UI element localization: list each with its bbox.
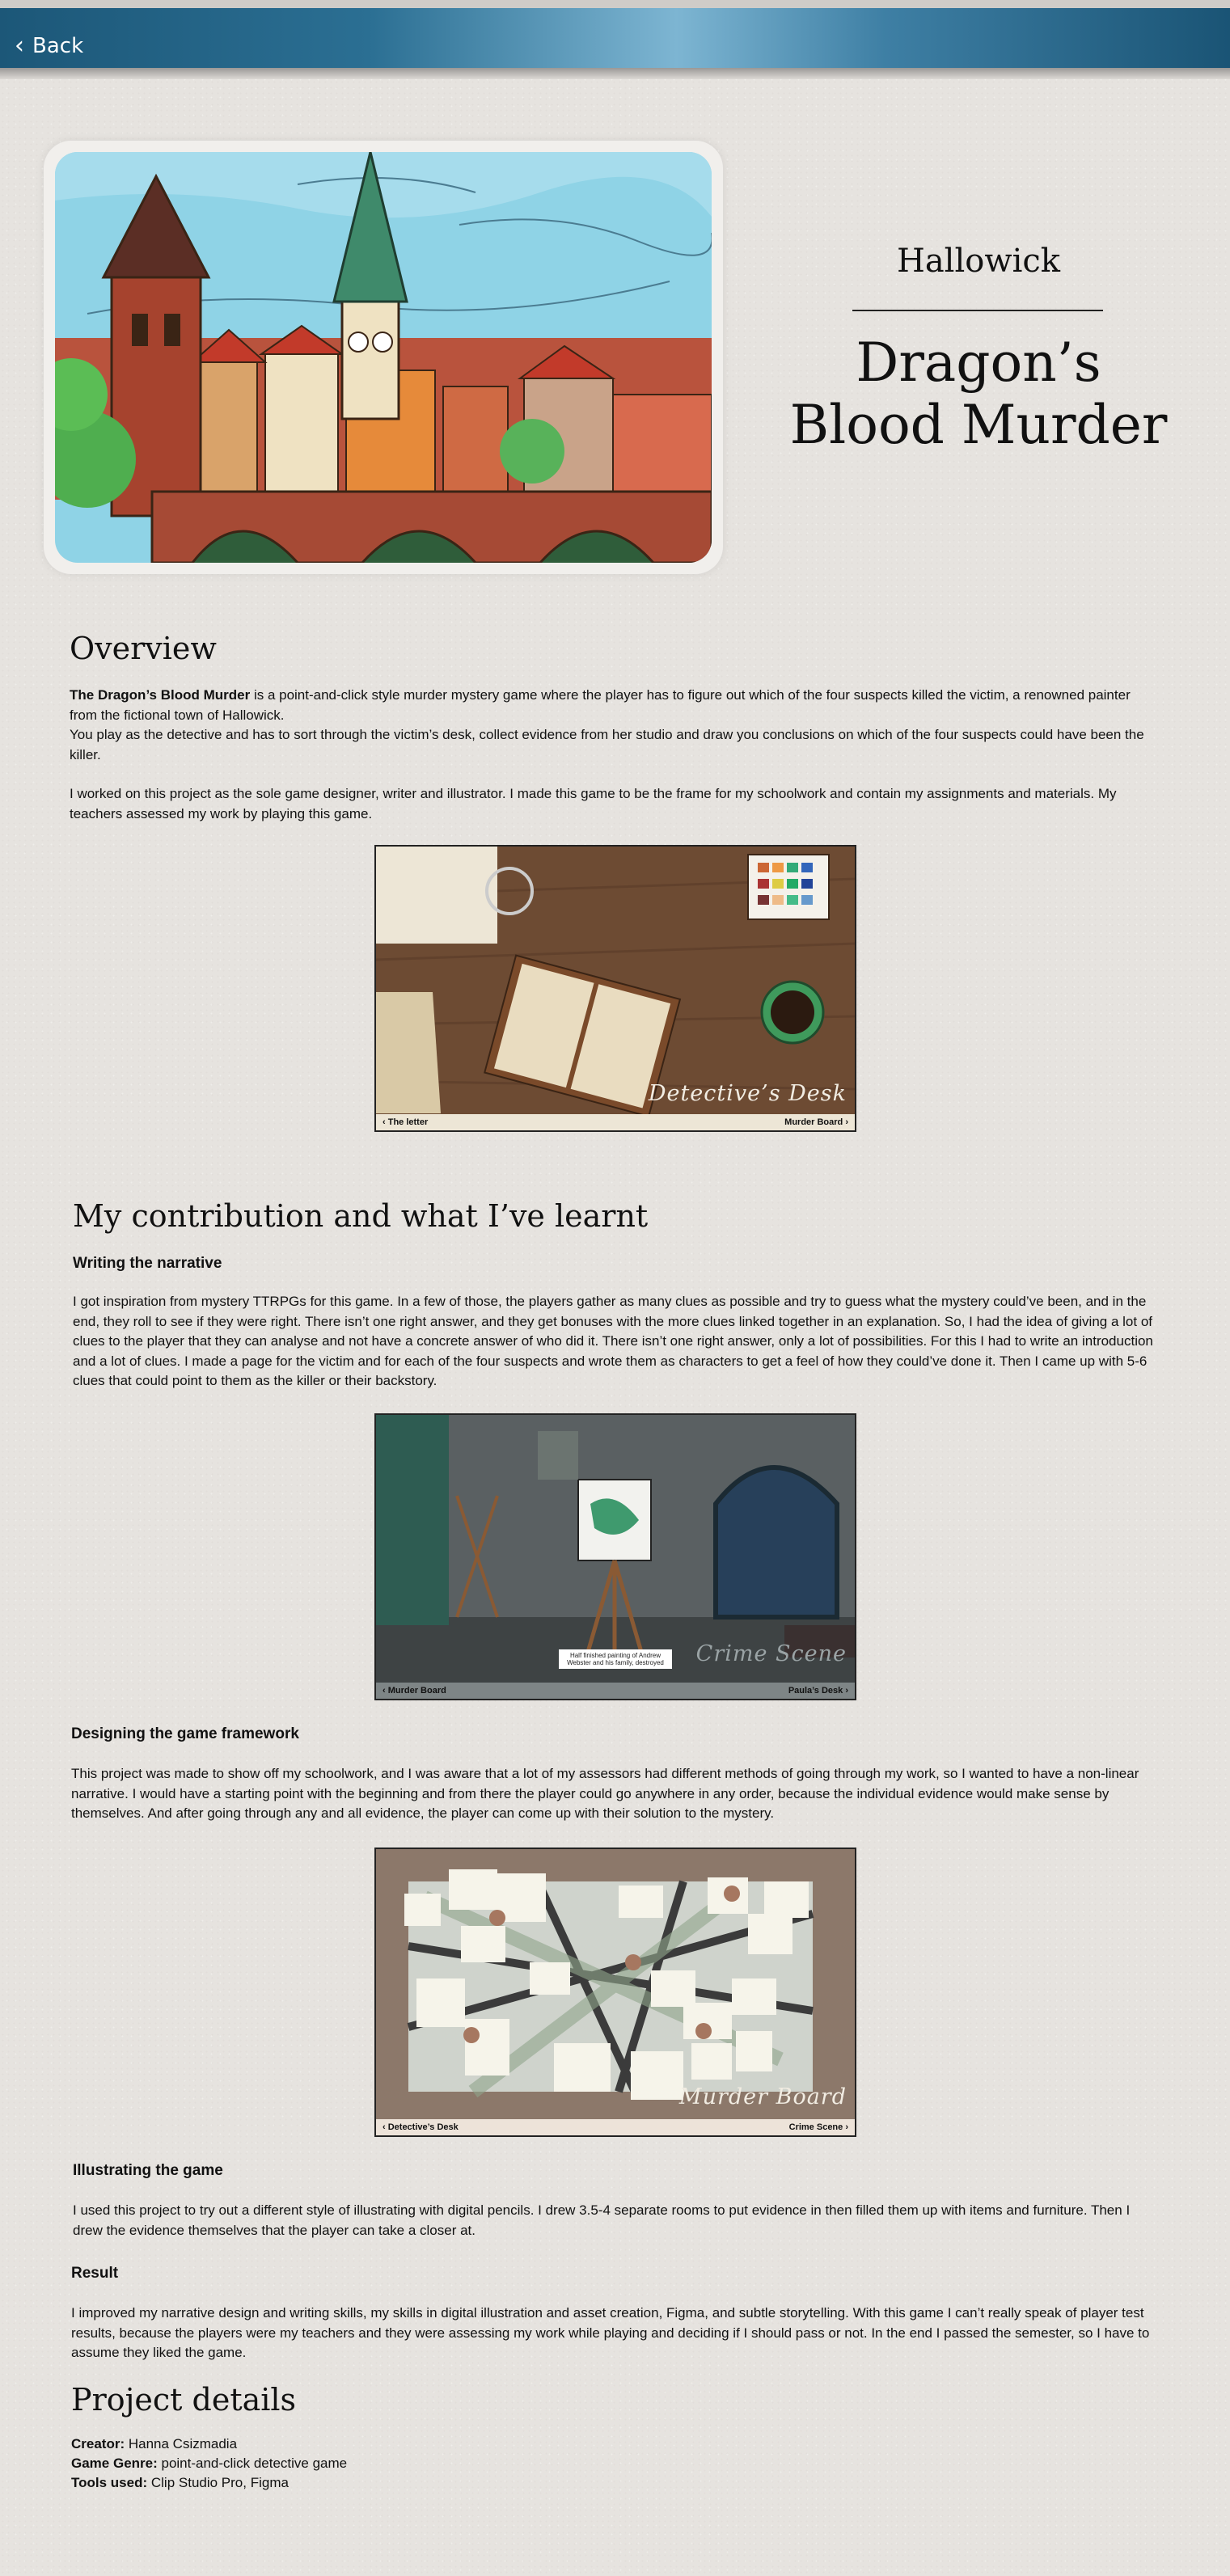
framework-text: This project was made to show off my schoolwork, and I was aware that a lot of my assessors had different methods of going through my work, so I wanted to have a non-linear narrative. I would have a starting point with the beginning and from there the player could go anywhere in any order, because the individual evidence would make sense by themselves. And after going through any and all evidence, the player can come up with their solution to the mystery. — [71, 1766, 1139, 1821]
nav-next-murder-board[interactable]: Murder Board › — [784, 1117, 848, 1127]
result-text: I improved my narrative design and writing skills, my skills in digital illustration and asset creation, Figma, and subtle storytelling. With this game I can’t really speak of player test results, because the players were my teachers and they were assessing my work while playing and deciding if I should pass or not. In the end I passed the semester, so I have to assume they liked the game. — [71, 2305, 1150, 2360]
writing-text: I got inspiration from mystery TTRPGs for this game. In a few of those, the players gather as many clues as possible and try to guess what the mystery could’ve been, and in the end, they roll to see if they were right. There isn’t one right answer, and they get bonuses with the more clues linked together in an explanation. So, I had the idea of giving a lot of clues to the player that they can analyse and not have a concrete answer of who did it. There isn’t one right answer, only a lot of possibilities. For this I had to write an introduction and a lot of clues. I made a page for the victim and for each of the four suspects and wrote them as characters to get a feel of how they could’ve done it. Then I came up with 5-6 clues that could point to them as the killer or their backstory. — [73, 1294, 1153, 1388]
screenshot-murder-board — [374, 1848, 856, 2137]
nav-prev-the-letter[interactable]: ‹ The letter — [383, 1117, 429, 1127]
header-shadow — [0, 68, 1230, 79]
nav-next-paulas-desk[interactable]: Paula’s Desk › — [788, 1686, 848, 1696]
overview-p2: You play as the detective and has to sort through the victim’s desk, collect evidence from her studio and draw you conclusions on which of the four suspects could have been the killer. — [70, 727, 1144, 762]
overview-p3: I worked on this project as the sole game designer, writer and illustrator. I made this game to be the frame for my schoolwork and contain my assignments and materials. My teachers assessed my work by playing this game. — [70, 786, 1117, 821]
game-title: Dragon’s Blood Murder — [789, 332, 1168, 457]
back-label: Back — [32, 34, 84, 58]
nav-prev-murder-board[interactable]: ‹ Murder Board — [383, 1686, 446, 1696]
crime-art — [376, 1415, 855, 1683]
framework-heading: Designing the game framework — [71, 1725, 299, 1742]
overview-heading: Overview — [70, 631, 217, 666]
top-edge — [0, 0, 1230, 8]
back-button[interactable] — [15, 32, 83, 60]
board-scene-label: Murder Board — [678, 2084, 847, 2109]
nav-prev-detectives-desk[interactable]: ‹ Detective’s Desk — [383, 2122, 459, 2132]
evidence-tooltip: Half finished painting of Andrew Webster and his family, destroyed — [559, 1649, 672, 1669]
desk-nav-bar — [376, 1114, 855, 1130]
game-subtitle: Hallowick — [896, 243, 1061, 280]
illustrating-heading: Illustrating the game — [73, 2162, 223, 2179]
details-heading: Project details — [71, 2382, 297, 2418]
overview-p1: is a point-and-click style murder mystery game where the player has to figure out which of the four suspects killed the victim, a renowned painter from the fictional town of Hallowick. — [70, 687, 1131, 723]
chevron-left-icon: ‹ — [15, 32, 24, 60]
contribution-heading: My contribution and what I’ve learnt — [73, 1198, 649, 1234]
nav-next-crime-scene[interactable]: Crime Scene › — [788, 2122, 848, 2132]
desk-scene-label: Detective’s Desk — [648, 1081, 847, 1106]
crime-scene-label: Crime Scene — [695, 1641, 847, 1666]
illustrating-text: I used this project to try out a different style of illustrating with digital pencils. I drew 3.5-4 separate rooms to put evidence in then filled them up with items and furniture. Then I drew the evidence themselves that the player can take a closer at. — [73, 2202, 1131, 2238]
overview-bold-lead: The Dragon’s Blood Murder — [70, 687, 251, 703]
desk-art — [376, 847, 855, 1114]
detail-creator: Creator: Hanna Csizmadia — [71, 2436, 238, 2451]
result-heading: Result — [71, 2265, 119, 2282]
board-nav-bar — [376, 2119, 855, 2135]
detail-tools: Tools used: Clip Studio Pro, Figma — [71, 2475, 289, 2490]
screenshot-detectives-desk — [374, 845, 856, 1132]
title-divider — [852, 310, 1103, 311]
hero-card — [44, 141, 723, 574]
screenshot-crime-scene — [374, 1413, 856, 1700]
detail-genre: Game Genre: point-and-click detective game — [71, 2456, 348, 2471]
top-bar — [0, 8, 1230, 68]
project-details — [71, 2435, 347, 2493]
overview-text — [70, 686, 1161, 824]
writing-heading: Writing the narrative — [73, 1255, 222, 1272]
hero-illustration — [55, 152, 712, 563]
crime-nav-bar — [376, 1683, 855, 1699]
board-art — [376, 1849, 855, 2119]
